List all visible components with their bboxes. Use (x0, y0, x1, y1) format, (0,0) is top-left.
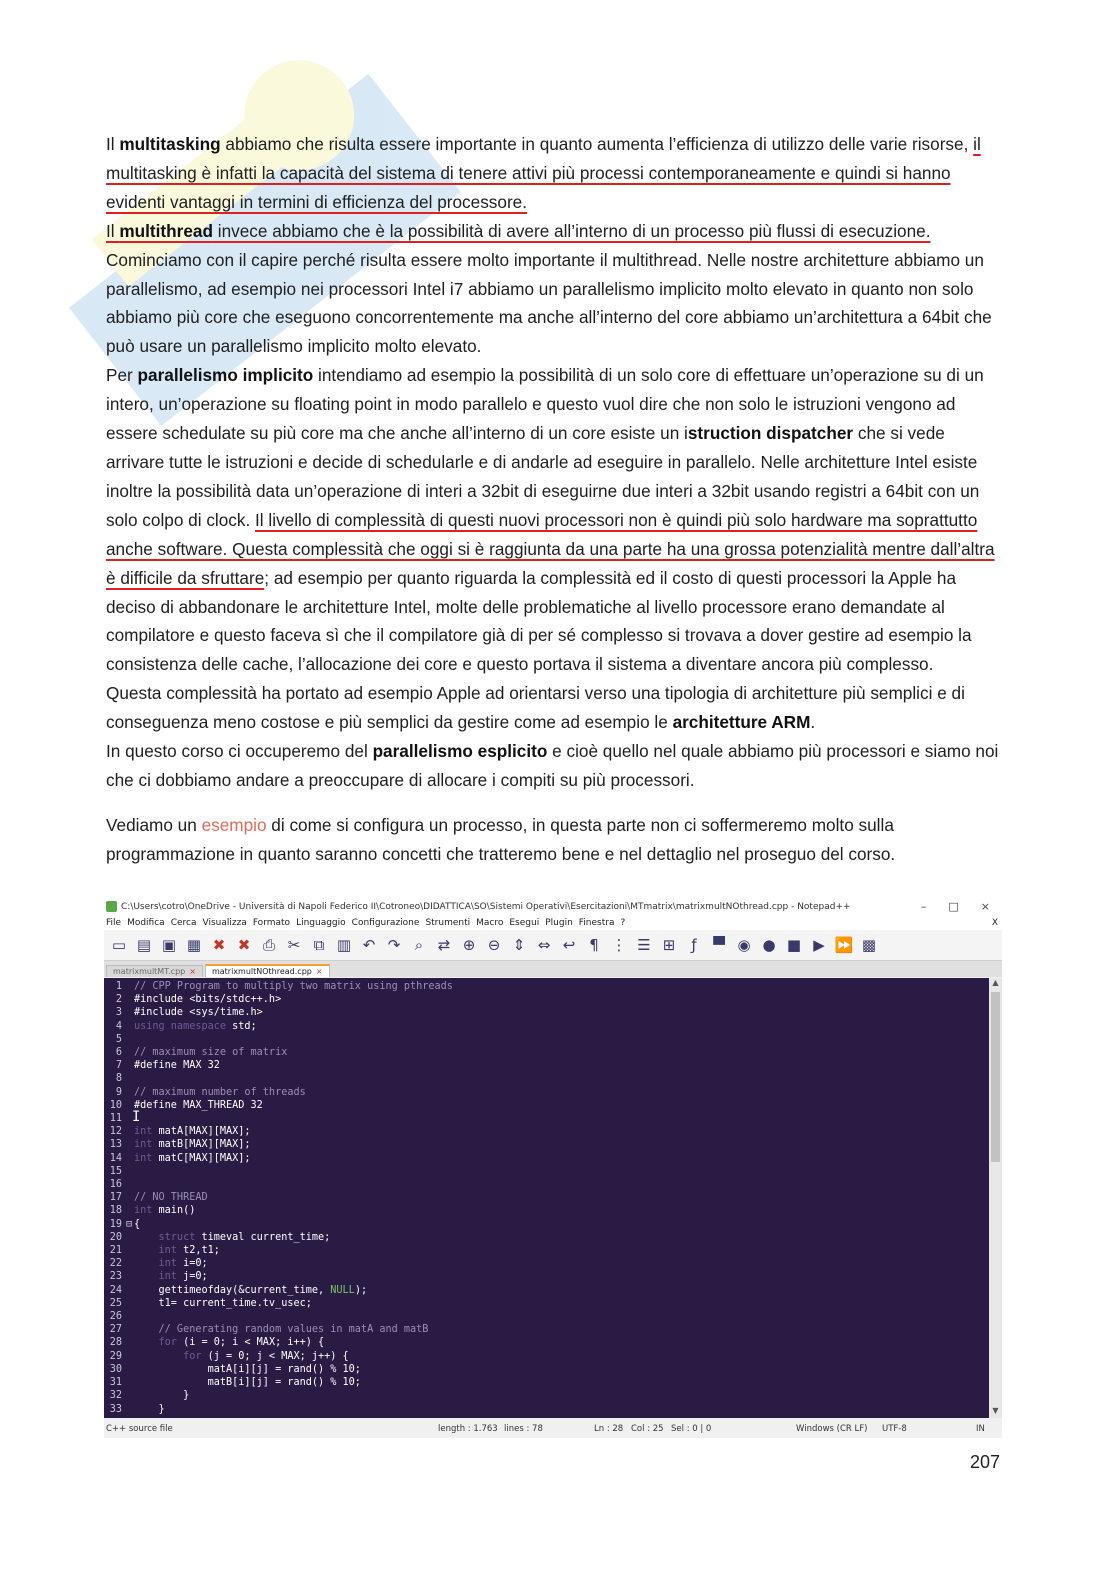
status-bar (104, 1420, 1002, 1438)
code-token: // CPP Program to multiply two matrix using pthreads (134, 981, 453, 992)
term-architetture-arm: architetture ARM (672, 712, 811, 733)
line-number: 22 (109, 1258, 122, 1270)
status-sel: Sel : 0 | 0 (671, 1424, 712, 1434)
tab-matrixmultmt[interactable]: matrixmultMT.cpp × (106, 965, 203, 977)
code-line (104, 1363, 989, 1376)
close-file-icon[interactable]: ✖ (212, 936, 226, 954)
code-token: (i = 0; i < MAX; i++) { (176, 1337, 325, 1349)
fold-marker-icon (126, 1389, 134, 1402)
line-number: 10 (109, 1099, 122, 1111)
window-title: C:\Users\cotro\OneDrive - Università di Napoli Federico II\Cotroneo\DIDATTICA\SO\Sistemi Operativi\Esercitazioni\MTmatrix\matrixmultNOthread.cpp - Notepad++ (121, 901, 851, 912)
fold-marker-icon (126, 1178, 134, 1191)
code-line (104, 1020, 989, 1033)
fold-marker-icon (126, 1310, 134, 1323)
line-number: 20 (109, 1231, 122, 1243)
line-number: 21 (109, 1245, 122, 1257)
code-token: for (134, 1350, 202, 1362)
zoom-out-icon[interactable]: ⊖ (487, 936, 501, 954)
code-token: int (134, 1258, 177, 1270)
copy-icon[interactable]: ⧉ (313, 936, 325, 954)
code-text (134, 1204, 195, 1217)
eye-icon[interactable]: ◉ (737, 936, 751, 954)
code-line (104, 1152, 989, 1165)
find-icon[interactable]: ⌕ (414, 936, 424, 954)
fold-marker-icon (126, 1059, 134, 1072)
word-wrap-icon[interactable]: ↩ (562, 936, 576, 954)
code-token: matB[MAX][MAX]; (152, 1139, 251, 1151)
code-line (104, 1072, 989, 1085)
scroll-down-icon[interactable]: ▼ (992, 1406, 999, 1415)
line-number: 24 (109, 1284, 122, 1296)
fold-marker-icon (126, 1086, 134, 1099)
code-token: t2,t1; (176, 1245, 220, 1257)
line-number: 5 (115, 1033, 122, 1045)
fold-marker-icon (126, 1323, 134, 1336)
code-token: int (134, 1139, 153, 1151)
status-encoding: UTF-8 (882, 1424, 907, 1434)
menu-esegui[interactable]: Esegui (509, 917, 540, 928)
code-line (104, 1403, 989, 1416)
code-text (134, 1270, 208, 1283)
code-token: t1= current_time.tv_usec; (134, 1297, 312, 1309)
term-parallelismo-implicito: parallelismo implicito (137, 365, 314, 386)
fold-marker-icon (126, 1284, 134, 1297)
tab-close-icon[interactable]: × (189, 967, 196, 976)
underlined-definition: il multitasking è infatti la capacità del sistema di tenere attivi più processi contemporaneamente e quindi si hanno evidenti vantaggi in termini di efficienza del processore. (106, 134, 981, 212)
code-line (104, 1231, 989, 1244)
line-number: 30 (109, 1363, 122, 1375)
code-line (104, 1218, 989, 1231)
code-line (104, 1059, 989, 1072)
menu-finestra[interactable]: Finestra (578, 917, 615, 928)
line-number: 19 (109, 1218, 122, 1230)
code-token: matA[MAX][MAX]; (152, 1126, 251, 1138)
sync-horizontal-icon[interactable]: ⇔ (537, 936, 551, 954)
code-token: ); (354, 1284, 368, 1296)
term-multithread: multithread (119, 220, 213, 241)
fold-marker-icon (126, 1138, 134, 1151)
zoom-in-icon[interactable]: ⊕ (462, 936, 476, 954)
status-length: length : 1.763 (438, 1424, 498, 1434)
line-number: 28 (109, 1337, 122, 1349)
replace-icon[interactable]: ⇄ (437, 936, 451, 954)
code-line (104, 1284, 989, 1297)
code-text (134, 1350, 349, 1363)
line-number: 15 (109, 1165, 122, 1177)
code-text (134, 1218, 140, 1231)
code-line (104, 1178, 989, 1191)
code-text (134, 1363, 361, 1376)
code-line (104, 1046, 989, 1059)
code-token: } (134, 1403, 165, 1415)
fold-marker-icon (126, 1363, 134, 1376)
code-text (134, 1191, 208, 1204)
code-text (134, 1125, 251, 1138)
status-ln: Ln : 28 (594, 1424, 624, 1434)
code-token: #include <bits/stdc++.h> (134, 994, 282, 1006)
fold-marker-icon (126, 1350, 134, 1363)
close-icon[interactable]: × (980, 900, 990, 913)
print-icon[interactable]: ⎙ (262, 936, 275, 954)
line-number: 14 (109, 1152, 122, 1164)
code-token: using namespace (134, 1020, 227, 1032)
close-document-icon[interactable]: X (991, 917, 998, 928)
notepad-screenshot (104, 898, 1002, 1438)
code-token: // maximum number of threads (134, 1086, 306, 1098)
code-token: main() (152, 1205, 196, 1217)
doc-map-icon[interactable]: ⊞ (662, 936, 676, 954)
code-line (104, 1099, 989, 1112)
status-file-type: C++ source file (106, 1424, 173, 1434)
code-line (104, 1257, 989, 1270)
code-text (134, 1231, 330, 1244)
line-number: 3 (115, 1007, 122, 1019)
fold-marker-icon (126, 1020, 134, 1033)
fold-marker-icon (126, 1165, 134, 1178)
menu-modifica[interactable]: Modifica (127, 917, 165, 928)
sync-vertical-icon[interactable]: ⇕ (512, 936, 526, 954)
paragraph-apple-arm: Questa complessità ha portato ad esempio Apple ad orientarsi verso una tipologia di architetture più semplici e di conseguenza meno costose e più semplici da gestire come ad esempio le architetture ARM. (106, 683, 965, 733)
menu-file[interactable]: File (106, 917, 122, 928)
code-text (134, 1389, 189, 1402)
code-token: int (134, 1126, 153, 1138)
paragraph-esempio: Vediamo un esempio di come si configura un processo, in questa parte non ci soffermeremo molto sulla programmazione in quanto saranno concetti che tratteremo bene e nel dettaglio nel proseguo del corso. (106, 814, 896, 864)
menu-help[interactable]: ? (620, 917, 626, 928)
code-token: i=0; (176, 1258, 208, 1270)
line-number: 4 (115, 1020, 122, 1032)
fold-marker-icon (126, 1152, 134, 1165)
notepad-app-icon (106, 901, 117, 912)
open-file-icon[interactable]: ▤ (136, 936, 152, 954)
status-lines: lines : 78 (504, 1424, 543, 1434)
code-token: NULL (330, 1284, 355, 1296)
code-text (134, 1323, 428, 1336)
toolbar (104, 930, 1002, 961)
fold-marker-icon (126, 1125, 134, 1138)
code-token: #define MAX 32 (134, 1060, 220, 1072)
fold-marker-icon (126, 993, 134, 1006)
line-number: 26 (109, 1311, 122, 1323)
code-line (104, 1244, 989, 1257)
code-text (134, 1086, 306, 1099)
status-eol: Windows (CR LF) (796, 1424, 868, 1434)
tab-close-icon[interactable]: × (315, 967, 323, 976)
status-mode: IN (976, 1424, 985, 1434)
line-number: 17 (109, 1192, 122, 1204)
fold-marker-icon (126, 1231, 134, 1244)
cut-icon[interactable]: ✂ (287, 936, 301, 954)
fold-marker-icon (126, 1191, 134, 1204)
play-macro-icon[interactable]: ▶ (813, 936, 825, 954)
code-line (104, 1033, 989, 1046)
code-line (104, 1310, 989, 1323)
code-text (134, 1257, 208, 1270)
menu-macro[interactable]: Macro (476, 917, 504, 928)
code-text (134, 1284, 367, 1297)
code-text (134, 1152, 251, 1165)
code-line (104, 1165, 989, 1178)
code-token: int (134, 1271, 177, 1283)
term-parallelismo-esplicito: parallelismo esplicito (372, 741, 548, 762)
redo-icon[interactable]: ↷ (387, 936, 401, 954)
code-line (104, 1125, 989, 1138)
code-line (104, 1297, 989, 1310)
code-line (104, 1006, 989, 1019)
text-cursor: I (132, 1109, 141, 1125)
fold-marker-icon (126, 1006, 134, 1019)
term-multitasking: multitasking (119, 134, 221, 154)
code-token: } (134, 1390, 190, 1402)
code-line (104, 980, 989, 993)
code-token: // NO THREAD (134, 1192, 208, 1204)
code-text (134, 993, 281, 1006)
paragraph-parallelismo-esplicito: In questo corso ci occuperemo del parallelismo esplicito e cioè quello nel quale abbiamo più processori e siamo noi che ci dobbiamo andare a preoccupare di allocare i compiti su più processori. (106, 741, 999, 790)
menu-cerca[interactable]: Cerca (170, 917, 197, 928)
close-all-icon[interactable]: ✖ (237, 936, 251, 954)
menu-formato[interactable]: Formato (252, 917, 291, 928)
paste-icon[interactable]: ▥ (336, 936, 352, 954)
code-token: (j = 0; j < MAX; j++) { (201, 1350, 349, 1362)
paragraph-multitasking: Il multitasking abbiamo che risulta essere importante in quanto aumenta l’efficienza di utilizzo delle varie risorse, il multitasking è infatti la capacità del sistema di tenere attivi più processi contemporaneamente e quindi si hanno evidenti vantaggi in termini di efficienza del processore. (106, 134, 981, 212)
vertical-scrollbar[interactable] (989, 978, 1002, 1418)
code-token: // maximum size of matrix (134, 1047, 288, 1059)
code-text (134, 980, 453, 993)
line-number: 27 (109, 1324, 122, 1336)
fold-marker-icon (126, 1046, 134, 1059)
code-line (104, 1112, 989, 1125)
status-col: Col : 25 (631, 1424, 664, 1434)
fold-marker-icon (126, 1270, 134, 1283)
code-text (134, 1059, 220, 1072)
code-line (104, 1323, 989, 1336)
line-number: 7 (115, 1060, 122, 1072)
paragraph-parallelismo-implicito: Per parallelismo implicito intendiamo ad esempio la possibilità di un solo core di effettuare un’operazione su di un intero, un’operazione su floating point in modo parallelo e questo vuol dire che non solo le istruzioni vengono ad essere schedulate su più core ma che anche all’interno di un core esiste un istruction dispatcher che si vede arrivare tutte le istruzioni e decide di schedularle e di andarle ad eseguire in parallelo. Nelle architetture Intel esiste inoltre la possibilità data un’operazione di interi a 32bit di eseguirne due interi a 32bit usando registri a 64bit con un solo colpo di clock. Il livello di complessità di questi nuovi processori non è quindi più solo hardware ma soprattutto anche software. Questa complessità che oggi si è raggiunta da una parte ha una grossa potenzialità mentre dall’altra è difficile da sfruttare; ad esempio per quanto riguarda la complessità ed il costo di questi processori la Apple ha deciso di abbandonare le architetture Intel, molte delle problematiche al livello processore erano demandate al compilatore e questo faceva sì che il compilatore già di per sé complesso si trovava a dover gestire ad esempio la consistenza delle cache, l’allocazione dei core e questo portava il sistema a diventare ancora più complesso. (106, 365, 995, 675)
fold-marker-icon (126, 1204, 134, 1217)
code-line (104, 993, 989, 1006)
code-token: { (134, 1218, 141, 1230)
line-number: 12 (109, 1126, 122, 1138)
scroll-up-icon[interactable]: ▲ (992, 978, 999, 987)
code-text (134, 1336, 324, 1349)
code-token: j=0; (176, 1271, 208, 1283)
fold-marker-icon (126, 1336, 134, 1349)
udl-icon[interactable]: ☰ (637, 936, 651, 954)
function-list-icon[interactable]: ƒ (691, 936, 697, 954)
code-token: int (134, 1205, 153, 1217)
fold-marker-icon (126, 1072, 134, 1085)
run-macro-multiple-icon[interactable]: ⏩ (834, 936, 854, 954)
code-token: int (134, 1152, 153, 1164)
fold-marker-icon[interactable]: ⊟ (126, 1218, 133, 1230)
tab-matrixmultnothread[interactable]: matrixmultNOthread.cpp × (205, 964, 330, 977)
code-text (134, 1138, 251, 1151)
monitor-icon[interactable]: ▀ (713, 936, 725, 954)
code-text (134, 1376, 361, 1389)
line-number: 2 (115, 994, 122, 1006)
code-token: #define MAX_THREAD 32 (134, 1099, 263, 1111)
code-editor[interactable] (104, 978, 989, 1418)
menu-bar (104, 915, 1002, 930)
code-line (104, 1191, 989, 1204)
line-number: 13 (109, 1139, 122, 1151)
paragraph-multithread: Il multithread invece abbiamo che è la possibilità di avere all’interno di un processo più flussi di esecuzione. (106, 220, 931, 241)
body-text (106, 130, 1006, 869)
line-number: 1 (115, 981, 122, 992)
code-line (104, 1350, 989, 1363)
code-text (134, 1020, 257, 1033)
term-instruction-dispatcher: struction dispatcher (687, 423, 854, 444)
fold-marker-icon (126, 1297, 134, 1310)
paragraph-intro-multithread: Cominciamo con il capire perché risulta essere molto importante il multithread. Nelle nostre architetture abbiamo un parallelismo, ad esempio nei processori Intel i7 abbiamo un parallelismo implicito molto elevato in quanto non solo abbiamo più core che eseguono concorrentemente ma anche all’interno del core abbiamo un’architettura a 64bit che può usare un parallelismo implicito molto elevato. (106, 249, 992, 357)
tab-bar (104, 961, 1002, 977)
line-number: 23 (109, 1271, 122, 1283)
record-macro-icon[interactable]: ● (762, 936, 776, 954)
code-token: matC[MAX][MAX]; (152, 1152, 251, 1164)
code-token: // Generating random values in matA and matB (134, 1324, 429, 1336)
line-number: 29 (109, 1350, 122, 1362)
code-line (104, 1336, 989, 1349)
maximize-icon[interactable]: □ (948, 900, 959, 913)
code-token: std; (226, 1020, 257, 1032)
minimize-icon[interactable]: – (920, 900, 927, 913)
code-text (134, 1046, 287, 1059)
code-token: #include <sys/time.h> (134, 1007, 263, 1019)
code-line (104, 1086, 989, 1099)
fold-marker-icon (126, 1257, 134, 1270)
menu-configurazione[interactable]: Configurazione (351, 917, 420, 928)
menu-plugin[interactable]: Plugin (545, 917, 573, 928)
line-number: 25 (109, 1297, 122, 1309)
code-text (134, 1099, 263, 1112)
code-text (134, 1403, 165, 1416)
line-number: 9 (115, 1086, 122, 1098)
save-all-icon[interactable]: ▦ (186, 936, 202, 954)
code-token: int (134, 1245, 177, 1257)
fold-marker-icon (126, 1244, 134, 1257)
new-file-icon[interactable]: ▭ (111, 936, 127, 954)
undo-icon[interactable]: ↶ (362, 936, 376, 954)
menu-strumenti[interactable]: Strumenti (425, 917, 471, 928)
line-number: 18 (109, 1205, 122, 1217)
fold-marker-icon (126, 1033, 134, 1046)
code-text (134, 1006, 263, 1019)
line-number: 16 (109, 1179, 122, 1191)
code-token: timeval current_time; (195, 1231, 331, 1243)
fold-marker-icon (126, 980, 134, 993)
code-token: matA[i][j] = rand() % 10; (134, 1363, 361, 1375)
code-token: gettimeofday(&current_time, (134, 1284, 331, 1296)
code-line (104, 1376, 989, 1389)
code-token: struct (134, 1231, 196, 1243)
indent-guide-icon[interactable]: ⋮ (611, 936, 627, 954)
line-number: 11 (109, 1113, 122, 1125)
line-number: 33 (109, 1403, 122, 1415)
save-icon[interactable]: ▣ (161, 936, 177, 954)
page-number: 207 (970, 1452, 1001, 1472)
line-number: 8 (115, 1073, 122, 1085)
scroll-thumb[interactable] (991, 992, 1000, 1162)
underlined-complexity: Il livello di complessità di questi nuovi processori non è quindi più solo hardware ma soprattutto anche software. Questa complessità che oggi si è raggiunta da una parte ha una grossa potenzialità mentre dall’altra è difficile da sfruttare (106, 509, 995, 588)
fold-marker-icon (126, 1403, 134, 1416)
line-number: 31 (109, 1377, 122, 1389)
code-line (104, 1138, 989, 1151)
code-line (104, 1204, 989, 1217)
code-text (134, 1297, 312, 1310)
code-lines (104, 978, 989, 1416)
show-all-chars-icon[interactable]: ¶ (589, 936, 599, 954)
code-token: for (134, 1337, 177, 1349)
window-titlebar (104, 898, 1002, 915)
fold-marker-icon (126, 1376, 134, 1389)
code-line (104, 1389, 989, 1402)
menu-linguaggio[interactable]: Linguaggio (296, 917, 346, 928)
example-link-word: esempio (201, 814, 267, 835)
code-line (104, 1270, 989, 1283)
line-number: 6 (115, 1047, 122, 1059)
code-token: matB[i][j] = rand() % 10; (134, 1377, 361, 1389)
code-text (134, 1244, 220, 1257)
line-number: 32 (109, 1390, 122, 1402)
menu-visualizza[interactable]: Visualizza (202, 917, 247, 928)
save-macro-icon[interactable]: ▩ (861, 936, 877, 954)
stop-macro-icon[interactable]: ■ (786, 936, 802, 954)
